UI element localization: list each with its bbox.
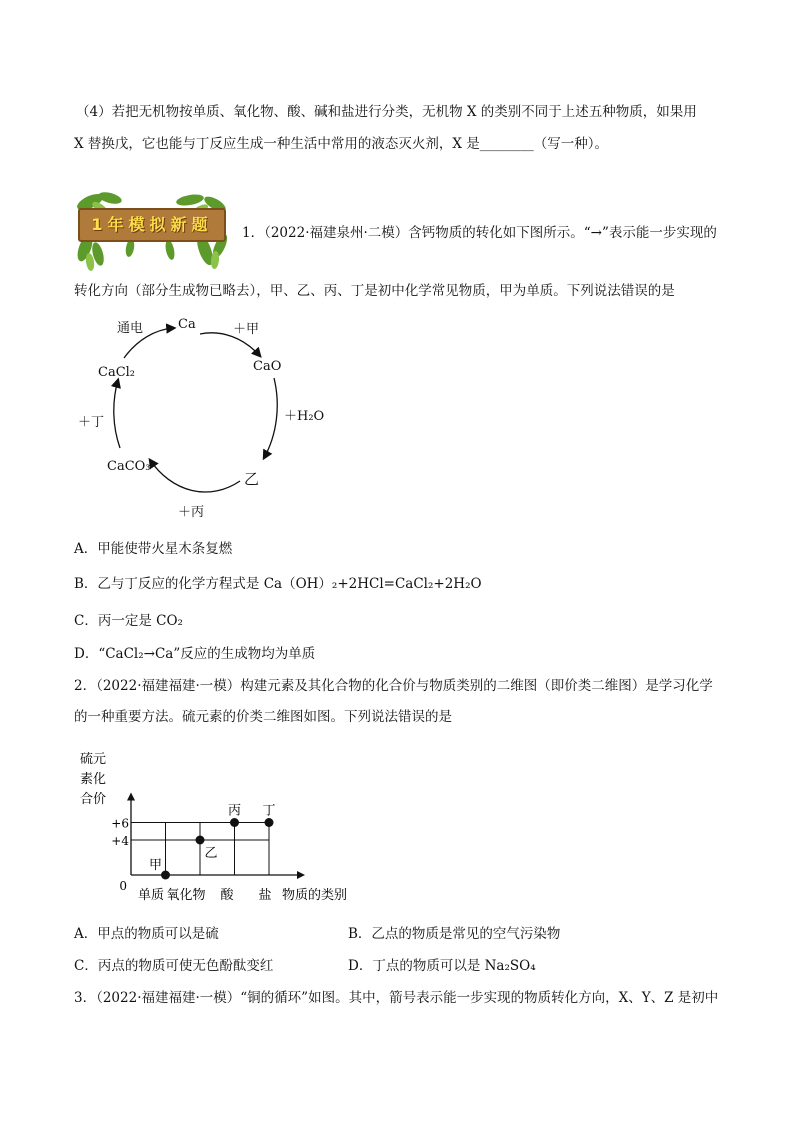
arc-yi-to-caco3	[150, 460, 240, 492]
q1-option-a: A．甲能使带火星木条复燃	[74, 541, 233, 557]
point-甲	[161, 871, 170, 880]
label-plus-ding: ＋丁	[78, 415, 105, 430]
section-badge	[70, 188, 236, 278]
ylabel-line-0: 硫元	[80, 752, 107, 767]
q4-line-1: （4）若把无机物按单质、氧化物、酸、碱和盐进行分类，无机物 X 的类别不同于上述五种物质，如果用	[76, 104, 697, 120]
x-category-label: 酸	[220, 888, 234, 903]
point-label-甲: 甲	[148, 858, 163, 873]
q1-option-d: D．“CaCl₂→Ca”反应的生成物均为单质	[74, 646, 316, 662]
xlabel: 物质的类别	[282, 888, 348, 903]
label-plus-bing: ＋丙	[178, 505, 205, 520]
point-label-乙: 乙	[204, 846, 218, 861]
q2-line-1: 2．（2022·福建福建·一模）构建元素及其化合物的化合价与物质类别的二维图（即价类二维图）是学习化学	[74, 678, 713, 694]
y-tick-label: +4	[111, 834, 129, 848]
q2-option-c: C．丙点的物质可使无色酚酞变红	[74, 958, 274, 974]
q2-option-d: D．丁点的物质可以是 Na₂SO₄	[348, 958, 536, 974]
point-乙	[196, 836, 205, 845]
q1-line-1: 1．（2022·福建泉州·二模）含钙物质的转化如下图所示。“→”表示能一步实现的	[242, 225, 717, 241]
arc-cao-to-yi	[264, 378, 277, 458]
label-caco3: CaCO₃	[107, 459, 151, 474]
point-label-丙: 丙	[227, 803, 242, 819]
q1-line-2: 转化方向（部分生成物已略去），甲、乙、丙、丁是初中化学常见物质，甲为单质。下列说法错误的是	[74, 283, 675, 299]
q2-option-a: A．甲点的物质可以是硫	[74, 926, 219, 942]
badge-plank: 1年模拟新题	[78, 208, 226, 242]
q4-line-2: X 替换戊，它也能与丁反应生成一种生活中常用的液态灭火剂，X 是________（写一种）。	[74, 136, 609, 152]
y-tick-label: +6	[111, 816, 129, 831]
label-ca: Ca	[178, 317, 196, 332]
label-cacl2: CaCl₂	[98, 365, 136, 380]
label-plus-h2o: ＋H₂O	[284, 409, 325, 424]
point-丁	[265, 818, 274, 827]
ylabel-line-1: 素化	[80, 772, 107, 787]
sulfur-valence-chart	[72, 745, 372, 905]
q1-option-c: C．丙一定是 CO₂	[74, 613, 183, 629]
label-plus-jia: ＋甲	[233, 322, 260, 337]
point-丙	[230, 818, 239, 827]
label-yi: 乙	[244, 470, 260, 488]
q3-line-1: 3．（2022·福建福建·一模）“铜的循环”如图。其中，箭号表示能一步实现的物质转化方向，X、Y、Z 是初中	[74, 990, 719, 1006]
label-cao: CaO	[253, 359, 282, 374]
point-label-丁: 丁	[262, 803, 276, 819]
y-tick-label: 0	[119, 879, 127, 893]
y-axis-arrow-icon	[127, 793, 135, 801]
x-category-label: 单质	[137, 888, 165, 903]
ylabel-line-2: 合价	[80, 792, 107, 807]
label-tongdian: 通电	[117, 321, 144, 336]
q2-line-2: 的一种重要方法。硫元素的价类二维图如图。下列说法错误的是	[74, 709, 452, 725]
arc-caco3-to-cacl2	[114, 380, 120, 448]
q1-option-b: B．乙与丁反应的化学方程式是 Ca（OH）₂+2HCl=CaCl₂+2H₂O	[74, 576, 482, 592]
x-category-label: 氧化物	[166, 888, 206, 903]
x-axis-arrow-icon	[297, 871, 305, 879]
x-category-label: 盐	[258, 888, 272, 903]
q2-option-b: B．乙点的物质是常见的空气污染物	[348, 926, 561, 942]
